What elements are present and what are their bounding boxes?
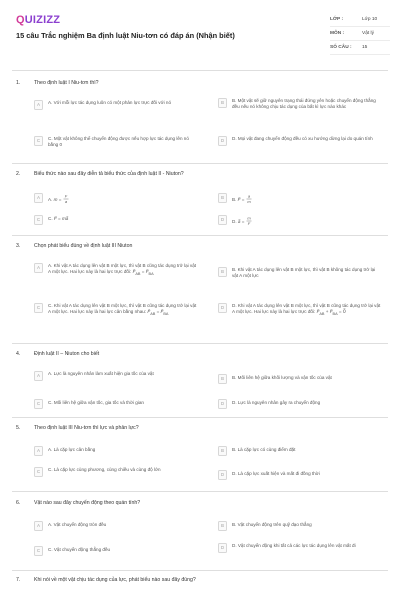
question-divider (12, 491, 388, 492)
question-text: Theo định luật I Niu-tơn thì? (34, 80, 99, 86)
fraction-a-over-m (246, 194, 252, 204)
question-number: 2. (16, 171, 21, 177)
option-text: D. Vật chuyển động khi tất cả các lực tác dụng lên vật mất đi (232, 543, 356, 548)
meta-divider (330, 26, 390, 27)
option-text: C. Khi vật A tác dụng lên vật B một lực, thì vật B cũng tác dụng trở lại vật A một lực. Hai lực này là hai lực cân bằng nhau: $F_{AB} = F_{BA}$ (48, 303, 197, 317)
option-letter-box: A (34, 100, 43, 110)
question-number: 7. (16, 577, 21, 583)
option-letter-box: C (34, 546, 43, 556)
worksheet-header (0, 0, 400, 64)
option-letter-box: B (218, 374, 227, 384)
option-text: B. Một vật sẽ giữ nguyên trạng thái đứng yên hoặc chuyển động thẳng đều nếu nó không chịu tác dụng của bất kì lực nào khác (232, 98, 376, 110)
quizizz-logo: QUIZIZZ (16, 14, 61, 26)
option-letter-box: D (218, 215, 227, 225)
option-text: D. Mọi vật đang chuyển động đều có xu hướng dừng lại do quán tính (232, 136, 373, 141)
option-letter-box: C (34, 399, 43, 409)
option-letter-box: D (218, 136, 227, 146)
option-text: A. Lực là nguyên nhân làm xuất hiện gia tốc của vật (48, 371, 154, 376)
question-text: Theo định luật III Niu-tơn thì lực và phản lực? (34, 425, 139, 431)
option-letter-box: A (34, 446, 43, 456)
header-divider (12, 70, 388, 71)
option-letter-box: B (218, 98, 227, 108)
meta-label-class: LỚP : (330, 17, 344, 22)
svg-text:F: F (247, 221, 250, 226)
option-letter-box: A (34, 521, 43, 531)
option-letter-box: C (34, 215, 43, 225)
question-number: 5. (16, 425, 21, 431)
question-divider (12, 235, 388, 236)
option-text: A. Với mỗi lực tác dụng luôn có một phản lực trực đối với nó (48, 100, 172, 105)
svg-text:a: a (64, 199, 67, 204)
option-text: A. m = F a (48, 194, 67, 204)
option-text: B. Là cặp lực có cùng điểm đặt (232, 447, 296, 452)
option-text: D. Lực là nguyên nhân gây ra chuyển động (232, 400, 321, 405)
option-text: D. Là cặp lực xuất hiện và mất đi đồng thời (232, 471, 320, 476)
option-letter-box: C (34, 136, 43, 146)
option-text: D. a⃗ = m F (232, 216, 251, 226)
meta-label-count: SỐ CÂU : (330, 45, 352, 50)
question-divider (12, 343, 388, 344)
option-letter-box: C (34, 467, 43, 477)
option-text: C. Là cặp lực cùng phương, cùng chiều và cùng độ lớn (48, 467, 161, 472)
option-text: A. Vật chuyển động tròn đều (48, 522, 107, 527)
meta-value-class: Lớp 10 (362, 17, 378, 22)
option-text: C. Mối liên hệ giữa vận tốc, gia tốc và thời gian (48, 400, 144, 405)
option-letter-box: D (218, 543, 227, 553)
meta-divider (330, 54, 390, 55)
question-number: 4. (16, 351, 21, 357)
option-letter-box: A (34, 263, 43, 273)
option-text: B. Khi vật A tác dụng lên vật B một lực, thì vật B không tác dụng trở lại vật A một lực (232, 267, 376, 279)
question-divider (12, 417, 388, 418)
option-letter-box: B (218, 521, 227, 531)
option-letter-box: A (34, 193, 43, 203)
option-text: B. F⃗ = a m (232, 194, 251, 204)
option-letter-box: B (218, 267, 227, 277)
question-divider (12, 163, 388, 164)
question-text: Biểu thức nào sau đây diễn tả biểu thức của định luật II - Niuton? (34, 171, 184, 177)
fraction-f-over-a (63, 194, 69, 204)
option-letter-box: D (218, 303, 227, 313)
option-text: C. Một vật không thể chuyển động được nếu hợp lực tác dụng lên nó bằng 0 (48, 136, 189, 148)
page-title: 15 câu Trắc nghiệm Ba định luật Niu-tơn có đáp án (Nhận biết) (16, 31, 235, 40)
question-divider (12, 570, 388, 571)
option-letter-box: C (34, 303, 43, 313)
option-letter-box: A (34, 371, 43, 381)
question-text: Chọn phát biểu đúng về định luật III Niuton (34, 243, 133, 249)
question-number: 6. (16, 500, 21, 506)
option-letter-box: D (218, 470, 227, 480)
option-text: C. F⃗ = ma (48, 216, 69, 221)
svg-text:m: m (247, 199, 251, 204)
option-text: B. Vật chuyển động trên quỹ đạo thẳng (232, 522, 312, 527)
question-text: Định luật II – Niuton cho biết (34, 351, 100, 357)
meta-label-subject: MÔN : (330, 31, 345, 36)
question-text: Khi nói về một vật chịu tác dụng của lực, phát biểu nào sau đây đúng? (34, 577, 196, 583)
option-text: C. Vật chuyển động thẳng đều (48, 547, 111, 552)
option-letter-box: B (218, 193, 227, 203)
question-number: 1. (16, 80, 21, 86)
option-letter-box: D (218, 399, 227, 409)
option-text: D. Khi vật A tác dụng lên vật B một lực, thì vật B cũng tác dụng trở lại vật A một lực. Hai lực này là hai lực trực đối: $F_{AB} + F_{BA}$ = 0⃗ (232, 303, 381, 317)
svg-text:a: a (247, 194, 250, 199)
question-text: Vật nào sau đây chuyển động theo quán tính? (34, 500, 141, 506)
svg-text:m: m (247, 216, 251, 221)
svg-text:F: F (64, 194, 67, 199)
option-text: A. Là cặp lực cân bằng (48, 447, 96, 452)
question-number: 3. (16, 243, 21, 249)
option-text: B. Mối liên hệ giữa khối lượng và vận tốc của vật (232, 375, 332, 380)
meta-value-count: 15 (362, 45, 368, 50)
option-text: A. Khi vật A tác dụng lên vật B một lực, thì vật B cũng tác dụng trở lại vật A một lực. Hai lực này là hai lực trực đối: $F_{AB} = F_{BA}$ (48, 263, 197, 277)
fraction-m-over-f (246, 216, 252, 226)
meta-divider (330, 40, 390, 41)
option-letter-box: B (218, 446, 227, 456)
meta-value-subject: Vật lý (362, 31, 374, 36)
